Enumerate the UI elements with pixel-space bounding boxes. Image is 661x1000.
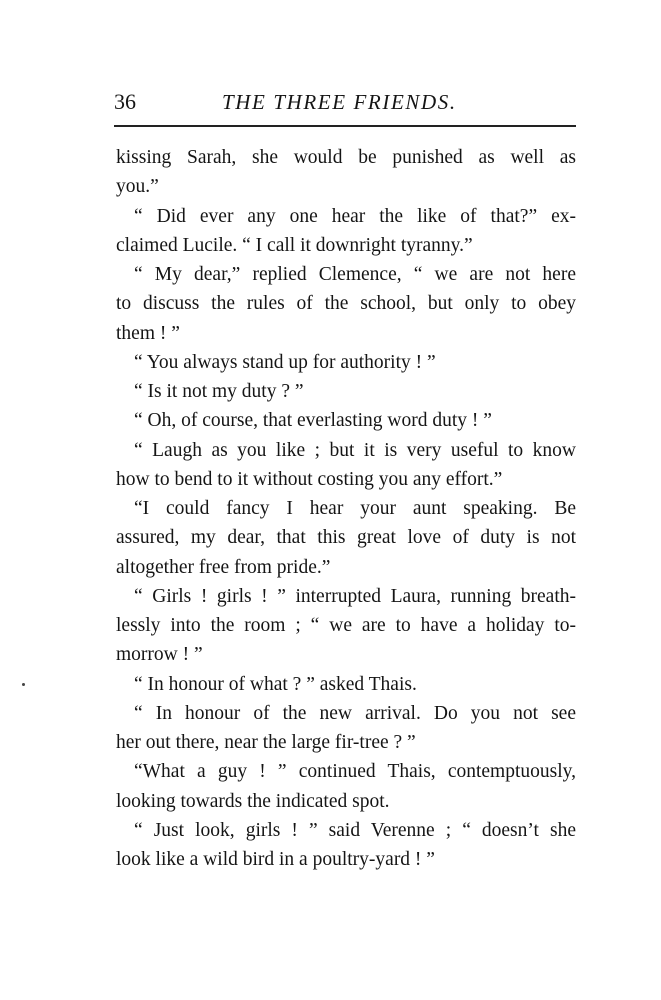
text-line: kissing Sarah, she would be punished as well as xyxy=(116,147,576,168)
text-line: “ You always stand up for authority ! ” xyxy=(134,351,436,373)
text-line: altogether free from pride.” xyxy=(116,556,331,578)
text-line: assured, my dear, that this great love of duty is not xyxy=(116,527,576,549)
text-line: “I could fancy I hear your aunt speaking. Be xyxy=(134,498,576,519)
text-line: morrow ! ” xyxy=(116,644,203,666)
text-line: “ My dear,” replied Clemence, “ we are not here xyxy=(134,264,576,285)
text-line: look like a wild bird in a poultry-yard ! ” xyxy=(116,849,435,870)
page-number: 36 xyxy=(114,89,136,114)
text-line: lessly into the room ; “ we are to have a holiday to- xyxy=(116,615,576,636)
text-line: “What a guy ! ” continued Thais, contemptuously, xyxy=(134,761,576,783)
text-line: “ Just look, girls ! ” said Verenne ; “ doesn’t she xyxy=(134,819,576,841)
text-line: “ In honour of what ? ” asked Thais. xyxy=(134,673,417,695)
text-line: looking towards the indicated spot. xyxy=(116,790,390,812)
body-text xyxy=(116,143,576,874)
running-title: THE THREE FRIENDS. xyxy=(222,90,457,114)
text-line: “ Oh, of course, that everlasting word duty ! ” xyxy=(134,410,492,432)
text-line: “ Girls ! girls ! ” interrupted Laura, running breath- xyxy=(134,585,576,607)
header-rule xyxy=(114,125,576,127)
paper-speck xyxy=(22,683,25,686)
text-line: you.” xyxy=(116,176,159,198)
text-line: “ Laugh as you like ; but it is very useful to know xyxy=(134,439,576,461)
text-line: “ Did ever any one hear the like of that?” ex- xyxy=(134,205,576,227)
text-line: “ Is it not my duty ? ” xyxy=(134,381,304,402)
text-line: claimed Lucile. “ I call it downright tyranny.” xyxy=(116,234,473,256)
text-line: how to bend to it without costing you any effort.” xyxy=(116,468,503,490)
text-line: to discuss the rules of the school, but only to obey xyxy=(116,293,576,315)
text-line: her out there, near the large fir-tree ? ” xyxy=(116,732,416,753)
page-header xyxy=(114,88,576,122)
text-line: them ! ” xyxy=(116,322,180,344)
text-line: “ In honour of the new arrival. Do you not see xyxy=(134,702,576,724)
